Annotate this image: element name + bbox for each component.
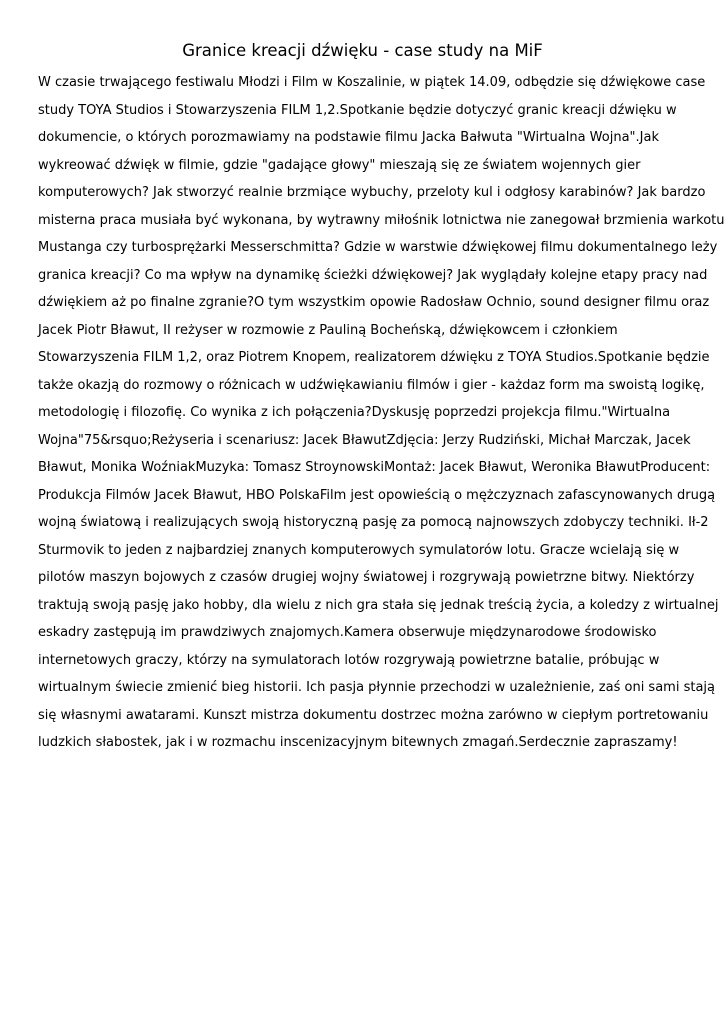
document-title: Granice kreacji dźwięku - case study na MiF xyxy=(182,41,543,60)
body-line: traktują swoją pasję jako hobby, dla wielu z nich gra stała się jednak treścią życia, a koledzy z wirtualnej xyxy=(38,597,719,613)
body-line: Sturmovik to jeden z najbardziej znanych komputerowych symulatorów lotu. Gracze wcielają się w xyxy=(38,542,680,558)
body-line: Bławut, Monika WoźniakMuzyka: Tomasz StroynowskiMontaż: Jacek Bławut, Weronika BławutProducent: xyxy=(38,460,711,475)
body-line: Jacek Piotr Bławut, II reżyser w rozmowie z Pauliną Bocheńską, dźwiękowcem i członkiem xyxy=(38,322,618,338)
body-line: Wojna"75&rsquo;Reżyseria i scenariusz: Jacek BławutZdjęcia: Jerzy Rudziński, Michał Marczak, Jacek xyxy=(38,432,691,448)
body-line: wirtualnym świecie zmienić bieg historii. Ich pasja płynnie przechodzi w uzależnienie, zaś oni sami stają xyxy=(38,680,715,695)
body-line: wojną światową i realizujących swoją historyczną pasję za pomocą najnowszych zdobyczy techniki. Ił-2 xyxy=(38,515,709,530)
body-line: pilotów maszyn bojowych z czasów drugiej wojny światowej i rozgrywają powietrzne bitwy. Niektórzy xyxy=(38,570,695,585)
body-line: W czasie trwającego festiwalu Młodzi i Film w Koszalinie, w piątek 14.09, odbędzie się dźwiękowe case xyxy=(38,75,706,90)
body-line: dokumencie, o których porozmawiamy na podstawie filmu Jacka Bałwuta "Wirtualna Wojna".Jak xyxy=(38,130,659,145)
body-line: metodologię i filozofię. Co wynika z ich połączenia?Dyskusję poprzedzi projekcja filmu."Wirtualna xyxy=(38,405,671,420)
body-line: Produkcja Filmów Jacek Bławut, HBO PolskaFilm jest opowieścią o mężczyznach zafascynowanych drugą xyxy=(38,487,716,503)
body-line: Mustanga czy turbosprężarki Messerschmitta? Gdzie w warstwie dźwiękowej filmu dokumentalnego leży xyxy=(38,240,718,255)
body-line: wykreować dźwięk w filmie, gdzie "gadające głowy" mieszają się ze światem wojennych gier xyxy=(38,157,641,173)
body-line: misterna praca musiała być wykonana, by wytrawny miłośnik lotnictwa nie zanegował brzmienia warkotu xyxy=(38,212,725,228)
body-line: study TOYA Studios i Stowarzyszenia FILM 1,2.Spotkanie będzie dotyczyć granic kreacji dźwięku w xyxy=(38,102,677,118)
body-line: Stowarzyszenia FILM 1,2, oraz Piotrem Knopem, realizatorem dźwięku z TOYA Studios.Spotkanie będzie xyxy=(38,350,710,365)
body-line: internetowych graczy, którzy na symulatorach lotów rozgrywają powietrzne batalie, próbując w xyxy=(38,652,660,668)
body-line: komputerowych? Jak stworzyć realnie brzmiące wybuchy, przeloty kul i odgłosy karabinów? Jak bardzo xyxy=(38,185,706,200)
body-line: granica kreacji? Co ma wpływ na dynamikę ścieżki dźwiękowej? Jak wyglądały kolejne etapy pracy nad xyxy=(38,267,708,283)
body-line: eskadry zastępują im prawdziwych znajomych.Kamera obserwuje międzynarodowe środowisko xyxy=(38,625,657,640)
document-body xyxy=(38,69,725,757)
body-line: ludzkich słabostek, jak i w rozmachu inscenizacyjnym bitewnych zmagań.Serdecznie zapraszamy! xyxy=(38,735,678,750)
body-line: dźwiękiem aż po finalne zgranie?O tym wszystkim opowie Radosław Ochnio, sound designer filmu oraz xyxy=(38,295,710,310)
body-line: się własnymi awatarami. Kunszt mistrza dokumentu dostrzec można zarówno w ciepłym portretowaniu xyxy=(38,707,709,723)
body-line: także okazją do rozmowy o różnicach w udźwiękawianiu filmów i gier - każdaz form ma swoistą logikę, xyxy=(38,377,705,393)
